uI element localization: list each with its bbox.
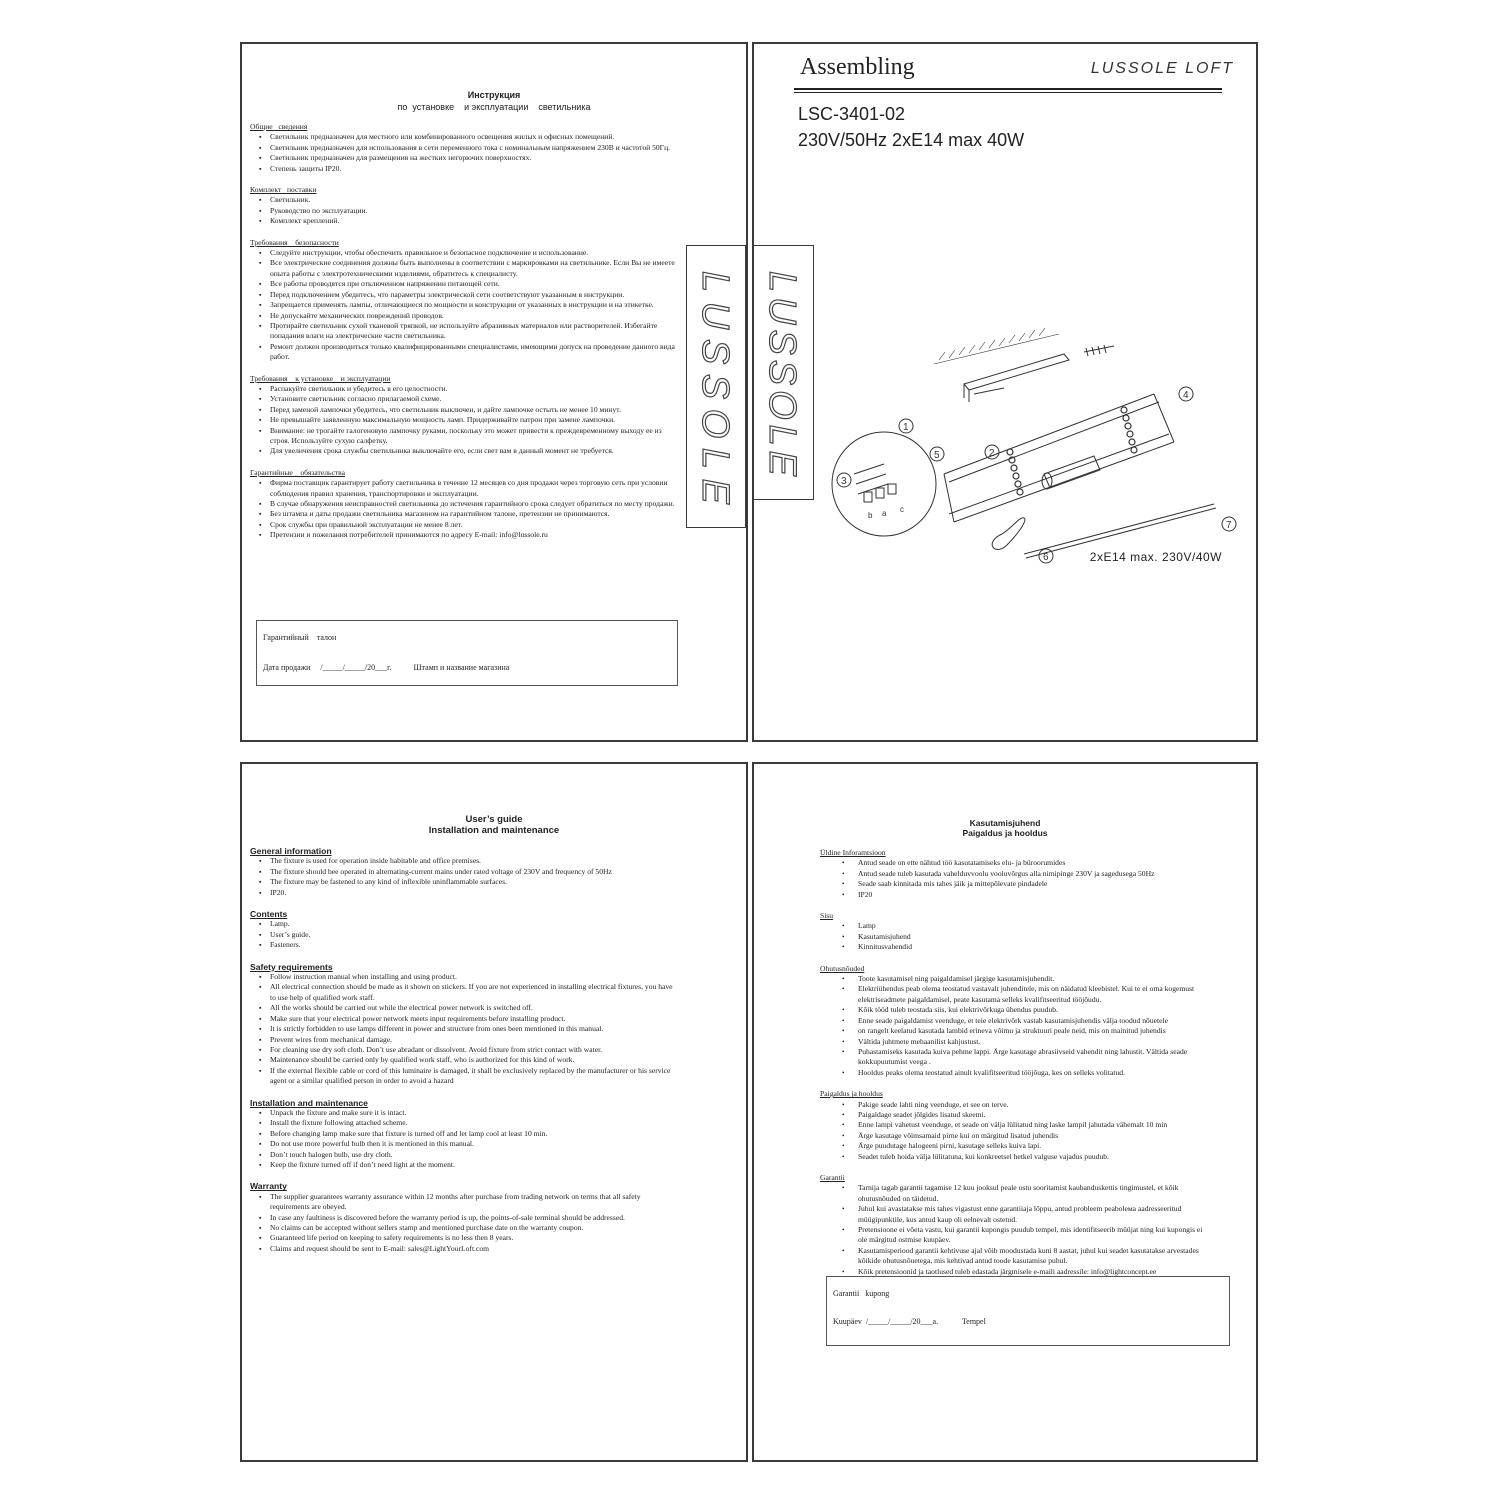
list-item: • Ärge puudutage halogeeni pirni, kasutage selleks kuiva lapi. [858,1141,1210,1151]
list-item: • Kasutamisperiood garantii kehtivuse ajal võib moodustada kuni 8 aastat, juhul kui seadet kasutatakse arvestades kõikide ohutusnõuetega, mis kehtivad antud toode kasutamise puhul. [858,1246,1210,1267]
list-item: ▪ In case any faultiness is discovered before the warranty period is up, the points-of-sale terminal should be addressed. [270,1213,680,1223]
list-item: ▪ User’s guide. [270,930,680,940]
list-item: • Pakige seade lahti ning veenduge, et see on terve. [858,1100,1210,1110]
list-item: • Kinnitusvahendid [858,942,1210,952]
wire-label-b: b [868,511,873,520]
list-item: ▪ Claims and request should be sent to E-mail: sales@LightYourLoft.com [270,1244,680,1254]
en-section-title: Contents [250,909,288,920]
list-item: ▪ Make sure that your electrical power network meets input requirements before installing product. [270,1014,680,1024]
list-item: ▪ Светильник предназначен для местного или комбинированного освещения жилых и офисных помещений. [270,132,680,142]
model-number: LSC-3401-02 [798,104,906,124]
ru-section-list [250,132,680,174]
logo-text: LUSSOLE [761,271,803,476]
list-item: • Vältida juhtmete mehaanilist kahjustust. [858,1037,1210,1047]
list-item: ▪ Maintenance should be carried only by qualified work staff, who is authorized for this kind of work. [270,1055,680,1065]
et-guide-page [752,762,1258,1462]
callout-7: 7 [1226,520,1232,531]
en-section-list [250,1192,680,1254]
list-item: ▪ Follow instruction manual when installing and using product. [270,972,680,982]
ru-section [250,185,680,227]
ru-coupon-title: Гарантийный талон [263,633,337,642]
ceiling-hatch [934,328,1059,364]
assembling-page [752,42,1258,742]
callout-2: 2 [989,448,995,459]
list-item: ▪ All electrical connection should be made as it shown on stickers. If you are not experienced in installing electrical fixtures, you have to use help of qualified work staff. [270,982,680,1003]
en-section-list [250,856,680,898]
callout-6: 6 [1043,552,1049,563]
en-section-title: Installation and maintenance [250,1097,368,1108]
assembling-title: Assembling [800,54,915,80]
list-item: • Elektriühendus peab olema teostatud vastavalt juhenditele, mis on näidatud kleebistel. Kui te ei oma kogemust elektriseadmete paigaldamisel, peate kasutama selleks kvalifitseeritud tööjõudu. [858,984,1210,1005]
list-item: ▪ Don’t touch halogen bulb, use dry cloth. [270,1150,680,1160]
header-rule-thin [794,92,1222,93]
en-section [250,1098,680,1171]
ru-section [250,122,680,174]
ru-instructions-page [240,42,748,742]
list-item: • Antud seade on ette nähtud töö kasutatamiseks elu- ja büroorumides [858,858,1210,868]
tube-upper-1 [944,394,1154,474]
callout-3: 3 [841,476,847,487]
list-item: • Kõik tööd tuleb teostada siis, kui elektrivõrkuga ühendus puudub. [858,1005,1210,1015]
list-item: ▪ All the works should be carried out while the electrical power network is switched off. [270,1003,680,1013]
en-section-title: Warranty [250,1181,287,1192]
electrical-spec: 230V/50Hz 2xE14 max 40W [798,130,1025,150]
list-item: • Puhastamiseks kasutada kuiva pehme lappi. Ärge kasutage abrasiivseid vahendit ning lahustit. Vältida seade kokkupuutumist veega . [858,1047,1210,1068]
ru-section-list [250,195,680,226]
et-section-list [820,858,1210,900]
list-item: • Ärge kasutage võimsamaid pirne kui on märgitud lisatud juhendis [858,1131,1210,1141]
list-item: • Kõik pretensioonid ja taotlused tuleb edastada järgmisele e-maili aadressile: info@lightconcept.ee [858,1267,1210,1277]
ru-section [250,238,680,363]
logo-strip-2 [752,245,814,500]
list-item: ▪ No claims can be accepted without sellers stamp and mentioned purchase date on the warranty coupon. [270,1223,680,1233]
list-item: ▪ The fixture should bee operated in alternating-current mains under rated voltage of 230V and frequency of 50Hz [270,867,680,877]
ru-section-title: Требования к установке и эксплуатации [250,373,391,383]
en-section [250,909,680,951]
ru-sections [250,122,680,541]
et-section-title: Üldine Inforamtsioon [820,848,886,857]
et-coupon-title: Garantii kupong [833,1289,890,1298]
brand-logo: LUSSOLE LOFT [1090,60,1234,77]
et-section [820,848,1210,900]
en-section-title: Safety requirements [250,961,333,972]
ru-title: Инструкция [467,90,521,100]
screw-left [974,388,1004,394]
ru-section-list [250,384,680,457]
en-section [250,1181,680,1254]
wire-label-a: a [882,509,887,518]
list-item: ▪ Комплект креплений. [270,216,680,226]
list-item: • Juhul kui avastatakse mis tahes vigastust enne garantiiaja lõppu, antud probleem peaboleма aadresseeritud müügipunktile, kus antud kaup oli eelnevalt ostetud. [858,1204,1210,1225]
en-title: User’s guide [465,814,523,825]
et-title: Kasutamisjuhend [969,818,1041,828]
list-item: ▪ Fasteners. [270,940,680,950]
et-warranty-coupon [826,1276,1230,1346]
list-item: ▪ Следуйте инструкции, чтобы обеспечить правильное и безопасное подключение и использование. [270,248,680,258]
callout-4: 4 [1183,390,1189,401]
callout-5: 5 [934,450,940,461]
list-item: ▪ Фирма поставщик гарантирует работу светильника в течение 12 месяцев со дня продажи через торговую сеть при условии соблюдения правил хранения, транспортировки и эксплуатации. [270,478,680,499]
list-item: ▪ Светильник предназначен для размещения на жестких негорючих поверхностях. [270,153,680,163]
et-coupon-line: Kuupäev /_____/_____/20___a. Tempel [833,1317,986,1326]
list-item: ▪ Before changing lamp make sure that fixture is turned off and let lamp cool at least 10 min. [270,1129,680,1139]
list-item: ▪ Do not use more powerful bulb then it is mentioned in this manual. [270,1139,680,1149]
ru-coupon-line: Дата продажи /_____/_____/20___г. Штамп и название магазина [263,663,510,672]
list-item: ▪ Руководство по эксплуатации. [270,206,680,216]
list-item: ▪ Keep the fixture turned off if don’t need light at the moment. [270,1160,680,1170]
list-item: ▪ The fixture is used for operation inside habitable and office premises. [270,856,680,866]
list-item: • Pretensioone ei võeta vastu, kui garantii kupongis puudub tempel, mis identifitseerib müüjat ning kui kupongis ei ole märgitud ostmise kuupäev. [858,1225,1210,1246]
ru-section-title: Общие сведения [250,122,308,131]
et-section-title: Ohutusnõuded [820,963,865,973]
et-section [820,911,1210,953]
list-item: • Toote kasutamisel ning paigaldamisel järgige kasutamisjuhendit. [858,974,1210,984]
list-item: • Enne lampi vahetust veenduge, et seade on välja lülitatud ning laske lampil jahutada vähemalt 10 min [858,1120,1210,1130]
en-section [250,962,680,1087]
list-item: ▪ The fixture may be fastened to any kind of inflexible uninflammable surfaces. [270,877,680,887]
list-item: ▪ Guaranteed life period on keeping to safety requirements is no less then 8 years. [270,1233,680,1243]
list-item: ▪ Запрещается применять лампы, отличающиеся по мощности и конструкции от указанных в инструкции и на этикетке. [270,300,680,310]
list-item: • Enne seade paigaldamist veenduge, et teie elektrivõrk vastab kasutamisjuhendis välja toodud nõuetele [858,1016,1210,1026]
list-item: • Antud seade tuleb kasutada vahelduvvoolu vooluvõrgus alla nimipinge 230V ja sagedusega 50Hz [858,869,1210,879]
et-section-list [820,1183,1210,1277]
list-item: • IP20 [858,890,1210,900]
ru-warranty-coupon [256,620,678,686]
list-item: ▪ The supplier guarantees warranty assurance within 12 months after purchase from trading network on terms that all safety requirements are obeyed. [270,1192,680,1213]
et-section-title: Sisu [820,911,834,921]
list-item: ▪ Все электрические соединения должны быть выполнены в соответствии с маркировками на светильнике. Если Вы не имеете опыта работы с электротехническими изделиями, обратитесь к специалисту. [270,258,680,279]
et-section [820,1173,1210,1277]
list-item: ▪ В случае обнаружения неисправностей светильника до истечения гарантийного срока следует обратиться по месту продажи. [270,499,680,509]
list-item: • Tarnija tagab garantii tagamise 12 kuu jooksul peale ostu sooritamist kaubanduskettis tingimustel, et kõik ohutusnõuded on täidetud. [858,1183,1210,1204]
en-section-title: General information [250,846,332,856]
list-item: ▪ Unpack the fixture and make sure it is intact. [270,1108,680,1118]
callout-1: 1 [903,422,909,433]
et-section-title: Garantii [820,1172,845,1182]
en-user-guide-page [240,762,748,1462]
en-section-list [250,972,680,1086]
list-item: ▪ Для увеличения срока службы светильника выключайте его, если свет вам в данный момент не требуется. [270,446,680,456]
list-item: ▪ Без штампа и даты продажи светильника магазином на гарантийном талоне, претензии не принимаются. [270,509,680,519]
list-item: ▪ Prevent wires from mechanical damage. [270,1035,680,1045]
lussole-logo [687,246,747,529]
et-sections [820,848,1210,1277]
et-section [820,1089,1210,1162]
list-item: ▪ Протирайте светильник сухой тканевой тряпкой, не используйте абразивных материалов или растворителей. Избегайте попадания влаги на электрические части светильника. [270,321,680,342]
mounting-bracket [964,354,1069,390]
list-item: ▪ For cleaning use dry soft cloth. Don’t use abradant or dissolvent. Avoid fixture from strict contact with water. [270,1045,680,1055]
ru-section-title: Требования безопасности [250,237,339,247]
bottom-spec: 2xE14 max. 230V/40W [1089,550,1222,564]
list-item: • Kasutamisjuhend [858,932,1210,942]
list-item: ▪ Распакуйте светильник и убедитесь в его целостности. [270,384,680,394]
tube-lower-2 [954,442,1174,522]
list-item: ▪ IP20. [270,888,680,898]
et-section-list [820,1100,1210,1162]
et-subtitle: Paigaldus ja hooldus [962,828,1048,838]
list-item: ▪ Срок службы при правильной эксплуатации не менее 8 лет. [270,520,680,530]
header-rule [794,88,1222,90]
list-item: • Lamp [858,921,1210,931]
screw-top [1084,345,1114,356]
logo-text: LUSSOLE [694,271,736,504]
lussole-logo [753,246,815,501]
list-item: ▪ Перед подключением убедитесь, что параметры электрической сети соответствуют указанным в инструкции. [270,290,680,300]
en-section-list [250,919,680,950]
wire-label-c: c [900,505,904,514]
list-item: ▪ Не допускайте механических повреждений проводов. [270,311,680,321]
list-item: ▪ It is strictly forbidden to use lamps different in power and structure from ones been mentioned in this manual. [270,1024,680,1034]
list-item: ▪ Не превышайте заявленную максимальную мощность ламп. Придерживайте патрон при замене лампочки. [270,415,680,425]
list-item: ▪ Lamp. [270,919,680,929]
en-section-list [250,1108,680,1170]
ru-subtitle: по установке и эксплуатации светильника [397,102,591,112]
en-subtitle: Installation and maintenance [428,825,560,836]
et-section-list [820,921,1210,952]
ru-section-list [250,248,680,362]
list-item: • on rangelt keelatud kasutada lambid erineva võimu ja struktuuri peale neid, mis on mainitud juhendis [858,1026,1210,1036]
list-item: ▪ Install the fixture following attached scheme. [270,1118,680,1128]
list-item: ▪ Перед заменой лампочки убедитесь, что светильник выключен, и дайте лампочке остыть не менее 10 минут. [270,405,680,415]
list-item: ▪ Светильник предназначен для использования в сети переменного тока с номинальным напряжением 230В и частотой 50Гц. [270,143,680,153]
ru-section [250,468,680,541]
detail-magnifier [832,432,936,536]
list-item: ▪ Светильник. [270,195,680,205]
candle-bulb [992,518,1025,550]
list-item: ▪ Степень защиты IP20. [270,164,680,174]
en-sections [250,846,680,1254]
list-item: • Seade saab kinnitada mis tahes jäik ja mittepõlevate pindadele [858,879,1210,889]
ru-section [250,374,680,457]
en-section [250,846,680,898]
list-item: ▪ Ремонт должен производиться только квалифицированными специалистами, имеющими допуск на проведение данного вида работ. [270,342,680,363]
et-section [820,964,1210,1078]
list-item: ▪ Внимание: не трогайте галогеновую лампочку руками, поскольку это может привести к преждевременному выходу ее из строя. Используйте сухую салфетку. [270,426,680,447]
tube-lower-1 [949,434,1169,514]
ru-section-list [250,478,680,540]
list-item: ▪ If the external flexible cable or cord of this luminaire is damaged, it shall be exclusively replaced by the manufacturer or his service agent or a similar qualified person in order to avoid a hazard [270,1066,680,1087]
ru-section-title: Комплект поставки [250,185,317,195]
list-item: ▪ Установите светильник согласно прилагаемой схеме. [270,394,680,404]
et-section-title: Paigaldus ja hooldus [820,1089,883,1099]
list-item: • Paigaldage seadet jõlgides lisatud skeemi. [858,1110,1210,1120]
et-section-list [820,974,1210,1078]
logo-strip-1 [686,245,746,528]
ru-section-title: Гарантийные обязательства [250,467,346,477]
list-item: • Seadet tuleb hoida välja lülitatuna, kui konkreetsel hetkel valguse vajadus puudub. [858,1152,1210,1162]
list-item: • Hooldus peaks olema teostatud ainult kvalifitseeritud tööjõuga, kes on selleks volitatud. [858,1068,1210,1078]
list-item: ▪ Претензии и пожелания потребителей принимаются по адресу E-mail: info@lussole.ru [270,530,680,540]
list-item: ▪ Все работы проводятся при отключенном напряжении питающей сети. [270,279,680,289]
